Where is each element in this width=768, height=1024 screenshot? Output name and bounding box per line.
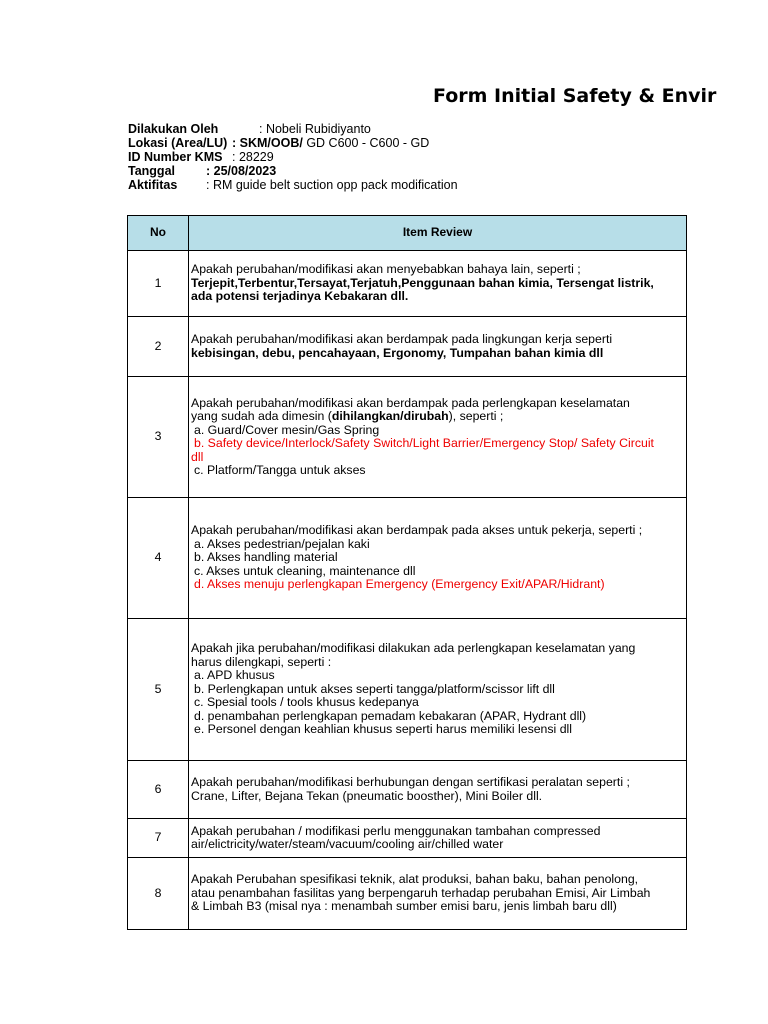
form-title: Form Initial Safety & Envir — [433, 85, 717, 107]
item-text: Apakah perubahan/modifikasi berhubungan dengan sertifikasi peralatan seperti ; — [191, 775, 630, 789]
item-text: Apakah perubahan/modifikasi akan menyebabkan bahaya lain, seperti ; — [191, 262, 581, 277]
item-text: Apakah perubahan/modifikasi akan berdampak pada lingkungan kerja seperti — [191, 332, 613, 346]
item-text: harus dilengkapi, seperti : — [191, 654, 332, 669]
row-item — [189, 377, 687, 498]
item-text: & Limbah B3 (misal nya : menambah sumber emisi baru, jenis limbah baru dll) — [191, 899, 617, 914]
item-text: Crane, Lifter, Bejana Tekan (pneumatic boosther), Mini Boiler dll. — [191, 788, 543, 803]
table-row — [128, 498, 687, 619]
row-number: 7 — [128, 819, 189, 858]
header-item: Item Review — [189, 216, 687, 251]
table-row — [128, 858, 687, 930]
table-row — [128, 317, 687, 377]
review-table — [127, 215, 687, 930]
item-text: ), seperti ; — [448, 409, 504, 423]
tanggal-value: : 25/08/2023 — [206, 164, 277, 178]
item-option: a. Guard/Cover mesin/Gas Spring — [194, 422, 380, 437]
lokasi-value-bold: : SKM/OOB/ — [232, 136, 303, 150]
row-item — [189, 858, 687, 930]
row-item — [189, 251, 687, 317]
row-item — [189, 317, 687, 377]
item-text-bold: ada potensi terjadinya Kebakaran dll. — [191, 289, 409, 304]
table-header — [128, 216, 687, 251]
item-option: d. penambahan perlengkapan pemadam kebakaran (APAR, Hydrant dll) — [194, 708, 587, 723]
row-number: 2 — [128, 317, 189, 377]
dilakukan-value: : Nobeli Rubidiyanto — [259, 122, 371, 136]
row-number: 3 — [128, 377, 189, 498]
item-option: c. Platform/Tangga untuk akses — [194, 463, 366, 477]
row-item — [189, 619, 687, 761]
aktifitas-value: : RM guide belt suction opp pack modification — [206, 178, 458, 192]
item-option: b. Akses handling material — [194, 550, 338, 565]
tanggal-label: Tanggal — [128, 164, 175, 178]
item-option: e. Personel dengan keahlian khusus seperti harus memiliki lesensi dll — [194, 722, 572, 737]
lokasi-value-rest: GD C600 - C600 - GD — [302, 136, 430, 150]
header-no: No — [128, 216, 189, 251]
table-row — [128, 819, 687, 858]
item-text-bold: kebisingan, debu, pencahayaan, Ergonomy, Tumpahan bahan kimia dll — [191, 345, 604, 360]
row-item — [189, 498, 687, 619]
item-option-highlight: dll — [191, 449, 204, 464]
table-row — [128, 377, 687, 498]
id-value: : 28229 — [232, 150, 274, 164]
table-row — [128, 619, 687, 761]
item-option-highlight: b. Safety device/Interlock/Safety Switch/Light Barrier/Emergency Stop/ Safety Circuit — [194, 436, 654, 450]
item-text-bold: Terjepit,Terbentur,Tersayat,Terjatuh,Penggunaan bahan kimia, Tersengat listrik, — [191, 275, 654, 290]
item-option: b. Perlengkapan untuk akses seperti tangga/platform/scissor lift dll — [194, 681, 555, 696]
item-option: a. Akses pedestrian/pejalan kaki — [194, 536, 370, 551]
item-text: Apakah perubahan/modifikasi akan berdampak pada akses untuk pekerja, seperti ; — [191, 523, 643, 538]
row-number: 1 — [128, 251, 189, 317]
item-text: Apakah perubahan/modifikasi akan berdampak pada perlengkapan keselamatan — [191, 395, 630, 410]
item-text: yang sudah ada dimesin ( — [191, 409, 332, 423]
row-number: 5 — [128, 619, 189, 761]
dilakukan-label: Dilakukan Oleh — [128, 122, 219, 136]
item-option: c. Spesial tools / tools khusus kedepanya — [194, 695, 419, 710]
row-number: 8 — [128, 858, 189, 930]
row-item — [189, 819, 687, 858]
row-number: 4 — [128, 498, 189, 619]
item-text: Apakah Perubahan spesifikasi teknik, alat produksi, bahan baku, bahan penolong, — [191, 872, 639, 887]
item-text: Apakah jika perubahan/modifikasi dilakukan ada perlengkapan keselamatan yang — [191, 641, 636, 656]
item-text-bold: dihilangkan/dirubah — [331, 409, 449, 423]
id-label: ID Number KMS — [128, 150, 223, 164]
table-row — [128, 251, 687, 317]
aktifitas-label: Aktifitas — [128, 178, 178, 192]
item-text: atau penambahan fasilitas yang berpengaruh terhadap perubahan Emisi, Air Limbah — [191, 885, 651, 900]
item-option: a. APD khusus — [194, 668, 275, 683]
row-item — [189, 761, 687, 819]
item-text: Apakah perubahan / modifikasi perlu menggunakan tambahan compressed — [191, 823, 601, 838]
table-row — [128, 761, 687, 819]
item-option-highlight: d. Akses menuju perlengkapan Emergency (Emergency Exit/APAR/Hidrant) — [194, 577, 605, 592]
lokasi-label: Lokasi (Area/LU) — [128, 136, 228, 150]
item-text: air/elictricity/water/steam/vacuum/cooling air/chilled water — [191, 837, 504, 851]
row-number: 6 — [128, 761, 189, 819]
item-option: c. Akses untuk cleaning, maintenance dll — [194, 563, 416, 578]
